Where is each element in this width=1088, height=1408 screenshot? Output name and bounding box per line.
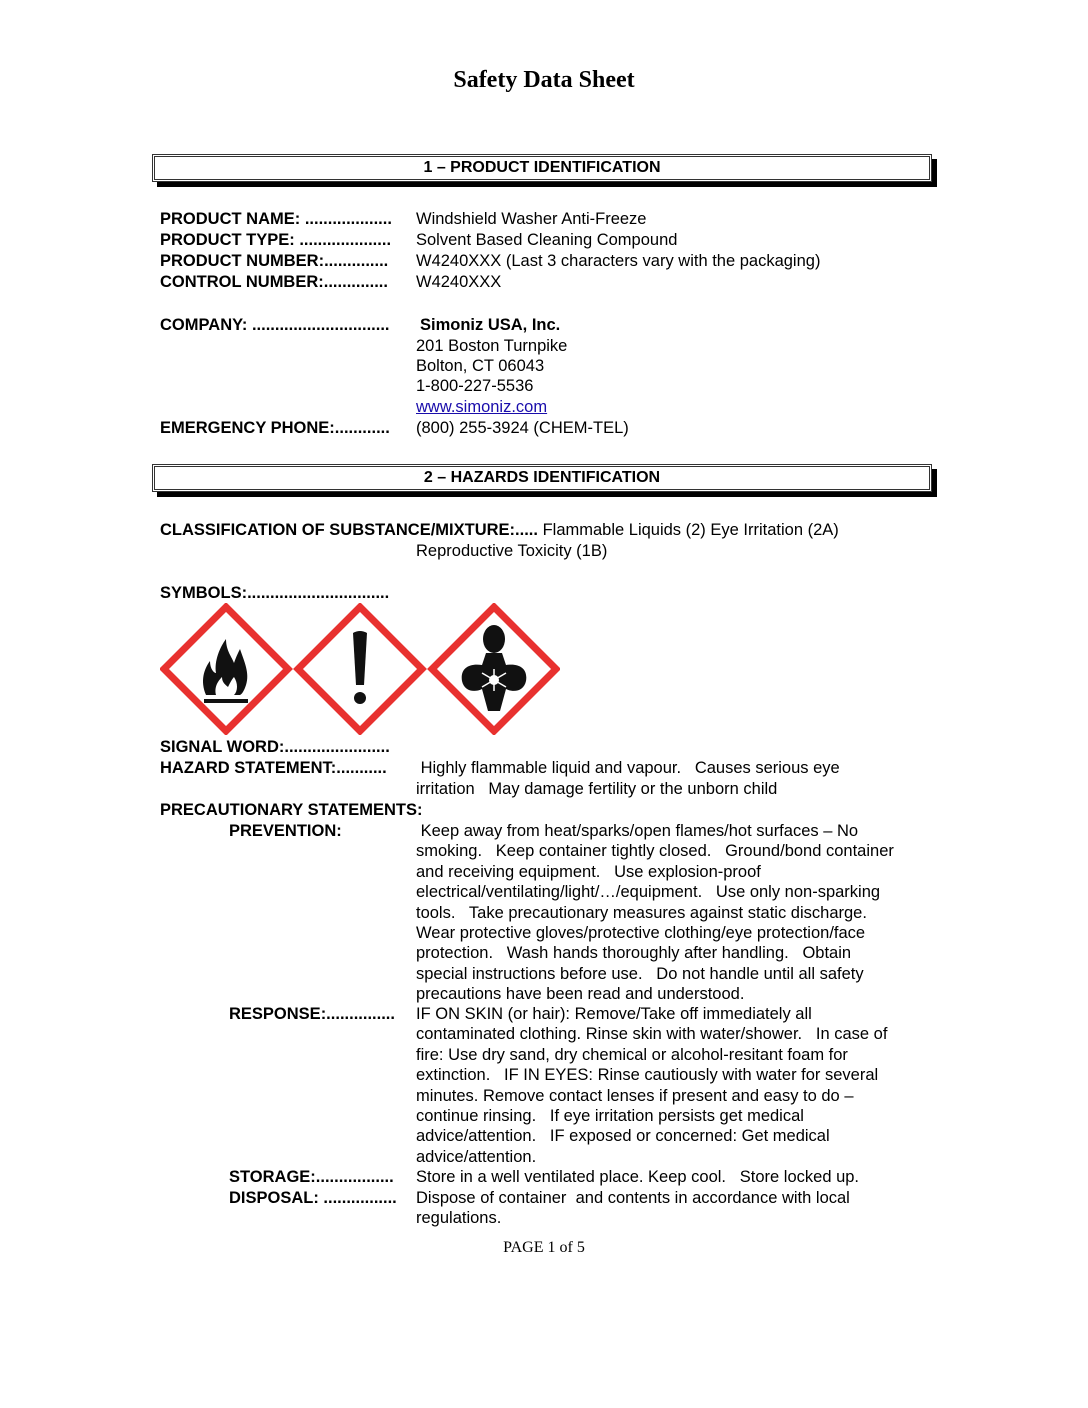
section-header-hazards-identification: 2 – HAZARDS IDENTIFICATION bbox=[152, 464, 932, 492]
hazard-statement-row bbox=[160, 758, 920, 779]
company-phone: 1-800-227-5536 bbox=[416, 377, 534, 395]
product-number-label: PRODUCT NUMBER:.............. bbox=[160, 252, 389, 270]
prevention-line: electrical/ventilating/light/…/equipment. Use only non-sparking bbox=[416, 883, 881, 902]
prevention-line: smoking. Keep container tightly closed. Ground/bond container bbox=[416, 842, 894, 861]
control-number-row bbox=[160, 272, 920, 293]
hazard-statement-line2: irritation May damage fertility or the unborn child bbox=[416, 780, 778, 798]
exclamation-pictogram-icon bbox=[298, 607, 422, 731]
document-title: Safety Data Sheet bbox=[453, 67, 635, 93]
disposal-line: regulations. bbox=[416, 1209, 502, 1228]
disposal-line: Dispose of container and contents in accordance with local bbox=[416, 1189, 850, 1207]
classification-label: CLASSIFICATION OF SUBSTANCE/MIXTURE:..... bbox=[160, 521, 538, 539]
storage-line: Store in a well ventilated place. Keep cool. Store locked up. bbox=[416, 1168, 860, 1186]
control-number-value: W4240XXX bbox=[416, 273, 502, 291]
product-name-value: Windshield Washer Anti-Freeze bbox=[416, 210, 647, 228]
response-line: contaminated clothing. Rinse skin with water/shower. In case of bbox=[416, 1025, 888, 1044]
classification-row bbox=[160, 520, 920, 541]
hazard-statement-label: HAZARD STATEMENT:........... bbox=[160, 759, 387, 777]
product-name-label: PRODUCT NAME: ................... bbox=[160, 210, 392, 228]
product-number-row bbox=[160, 251, 920, 272]
prevention-line: and receiving equipment. Use explosion-proof bbox=[416, 862, 761, 881]
ghs-pictograms bbox=[160, 603, 560, 735]
emergency-phone-label: EMERGENCY PHONE:............ bbox=[160, 419, 390, 437]
classification-value-line2: Reproductive Toxicity (1B) bbox=[416, 542, 608, 560]
prevention-line: Keep away from heat/sparks/open flames/hot surfaces – No bbox=[416, 822, 859, 840]
emergency-phone-row bbox=[160, 418, 920, 439]
page-number: PAGE 1 of 5 bbox=[503, 1239, 585, 1256]
flame-pictogram-icon bbox=[164, 607, 288, 731]
prevention-line: tools. Take precautionary measures against static discharge. bbox=[416, 903, 867, 922]
signal-word-label: SIGNAL WORD:....................... bbox=[160, 738, 390, 756]
prevention-line: protection. Wash hands thoroughly after handling. Obtain bbox=[416, 944, 852, 963]
control-number-label: CONTROL NUMBER:.............. bbox=[160, 273, 388, 291]
response-line: minutes. Remove contact lenses if present and easy to do – bbox=[416, 1086, 854, 1105]
response-line: advice/attention. bbox=[416, 1147, 537, 1166]
response-line: fire: Use dry sand, dry chemical or alcohol-resitant foam for bbox=[416, 1045, 848, 1064]
health-hazard-pictogram-icon bbox=[432, 607, 556, 731]
precautionary-statements-label: PRECAUTIONARY STATEMENTS: bbox=[160, 801, 423, 819]
company-label: COMPANY: .............................. bbox=[160, 316, 390, 334]
response-line: IF ON SKIN (or hair): Remove/Take off immediately all bbox=[416, 1005, 812, 1023]
product-type-row bbox=[160, 230, 920, 251]
company-name: Simoniz USA, Inc. bbox=[420, 316, 561, 334]
product-name-row bbox=[160, 209, 920, 230]
company-address-line2: Bolton, CT 06043 bbox=[416, 357, 545, 375]
prevention-line: special instructions before use. Do not handle until all safety bbox=[416, 964, 864, 983]
response-line: extinction. IF IN EYES: Rinse cautiously with water for several bbox=[416, 1066, 879, 1085]
company-address-line1: 201 Boston Turnpike bbox=[416, 337, 568, 355]
symbols-label: SYMBOLS:............................... bbox=[160, 584, 390, 602]
response-line: continue rinsing. If eye irritation persists get medical bbox=[416, 1107, 804, 1125]
emergency-phone-value: (800) 255-3924 (CHEM-TEL) bbox=[416, 419, 629, 437]
response-label: RESPONSE:............... bbox=[229, 1005, 395, 1023]
product-type-value: Solvent Based Cleaning Compound bbox=[416, 231, 678, 249]
product-number-value: W4240XXX (Last 3 characters vary with the packaging) bbox=[416, 252, 821, 270]
prevention-label: PREVENTION: bbox=[229, 822, 342, 840]
section-header-product-identification: 1 – PRODUCT IDENTIFICATION bbox=[152, 154, 932, 182]
disposal-label: DISPOSAL: ................ bbox=[229, 1189, 397, 1207]
hazard-statement-line1: Highly flammable liquid and vapour. Causes serious eye bbox=[416, 759, 840, 777]
prevention-line: Wear protective gloves/protective clothing/eye protection/face bbox=[416, 924, 866, 942]
company-website-link[interactable]: www.simoniz.com bbox=[416, 398, 548, 416]
storage-label: STORAGE:................. bbox=[229, 1168, 394, 1186]
product-type-label: PRODUCT TYPE: .................... bbox=[160, 231, 392, 249]
prevention-line: precautions have been read and understood. bbox=[416, 985, 745, 1004]
classification-value-line1: Flammable Liquids (2) Eye Irritation (2A) bbox=[542, 521, 839, 539]
company-row bbox=[160, 315, 920, 336]
response-line: advice/attention. IF exposed or concerned: Get medical bbox=[416, 1127, 830, 1146]
